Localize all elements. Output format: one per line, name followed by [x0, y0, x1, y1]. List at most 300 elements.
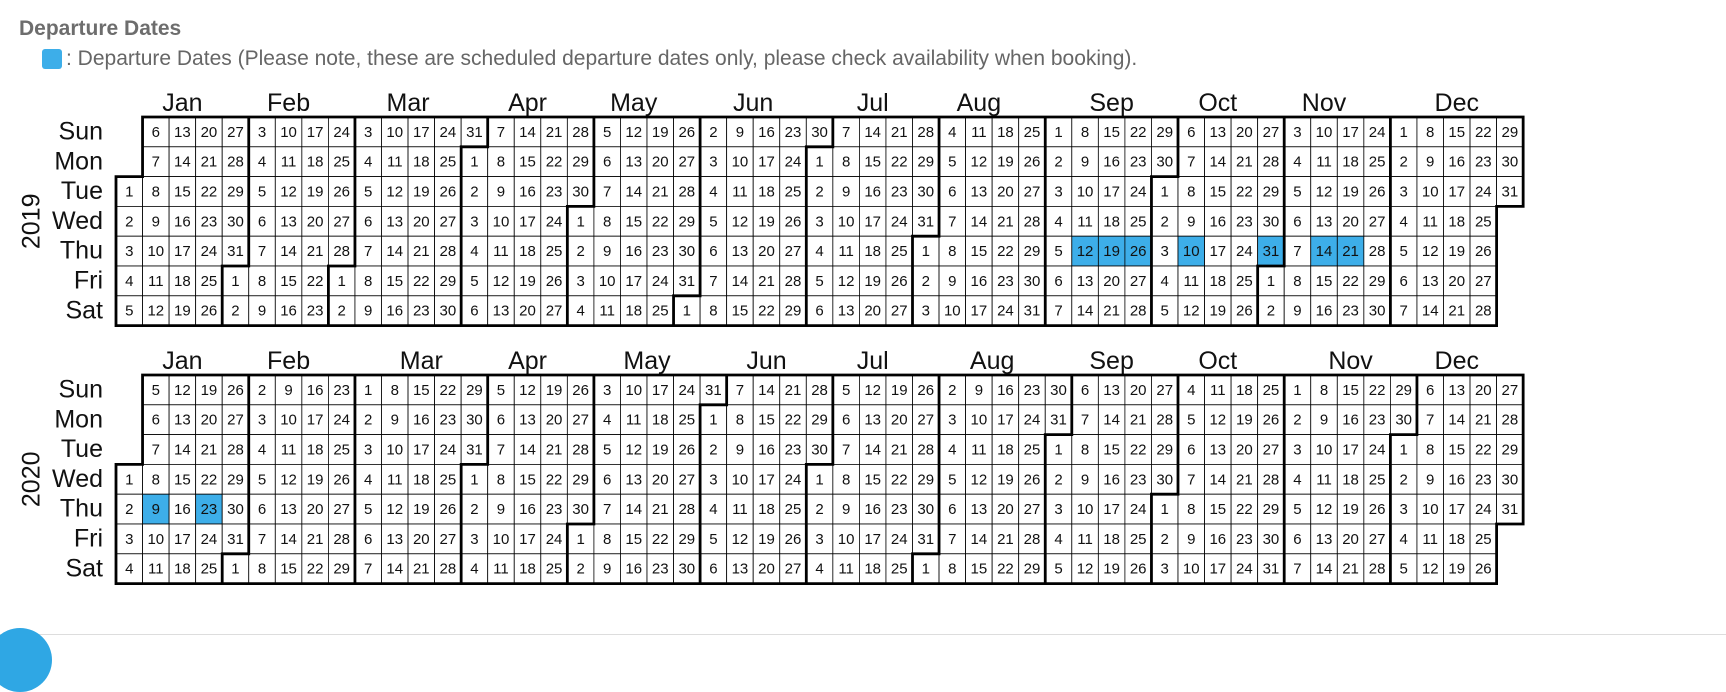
date-number: 18 [1103, 530, 1120, 548]
date-number: 3 [709, 153, 718, 171]
date-number: 4 [576, 302, 585, 320]
bottom-accent-circle [0, 628, 52, 692]
date-number: 5 [125, 302, 134, 320]
date-number: 21 [890, 123, 908, 141]
date-number: 18 [864, 243, 882, 261]
date-number: 24 [997, 302, 1014, 320]
date-number: 26 [227, 381, 244, 399]
date-number: 14 [386, 560, 404, 578]
date-number: 12 [1076, 243, 1094, 261]
date-number: 16 [1209, 530, 1227, 548]
date-number: 11 [1422, 530, 1439, 548]
date-number: 10 [1421, 183, 1439, 201]
date-number: 24 [545, 213, 563, 231]
date-number: 5 [257, 471, 267, 489]
date-number: 23 [306, 302, 324, 320]
date-number: 18 [174, 272, 191, 290]
date-number: 13 [280, 213, 297, 231]
date-number: 29 [466, 381, 483, 399]
date-number: 9 [151, 213, 160, 231]
date-number: 4 [1293, 153, 1302, 171]
date-number: 19 [1342, 183, 1359, 201]
date-number: 8 [709, 302, 718, 320]
date-number: 2 [709, 123, 718, 141]
date-number: 12 [625, 441, 643, 459]
date-number: 29 [917, 471, 935, 489]
date-number: 24 [333, 411, 351, 429]
date-number: 6 [1187, 123, 1196, 141]
date-number: 29 [1156, 123, 1174, 141]
date-number: 7 [948, 530, 957, 548]
date-number: 5 [257, 183, 267, 201]
date-number: 16 [1103, 471, 1120, 489]
date-number: 21 [1236, 153, 1253, 171]
date-number: 5 [1293, 501, 1302, 519]
date-number: 22 [200, 183, 218, 201]
date-number: 1 [709, 411, 718, 429]
month-label-feb: Feb [267, 89, 311, 117]
date-number: 9 [1080, 471, 1090, 489]
date-number: 23 [545, 183, 563, 201]
date-number: 15 [758, 411, 775, 429]
date-number: 4 [364, 471, 373, 489]
day-label-sat: Sat [65, 554, 103, 583]
date-number: 20 [997, 183, 1014, 201]
month-label-jun: Jun [733, 89, 774, 117]
date-number: 16 [174, 501, 191, 519]
date-number: 1 [682, 302, 691, 320]
month-label-sep: Sep [1089, 89, 1134, 117]
date-number: 23 [1023, 381, 1041, 399]
date-number: 14 [519, 441, 536, 459]
date-number: 5 [1187, 411, 1196, 429]
date-number: 16 [280, 302, 297, 320]
date-number: 17 [174, 530, 191, 548]
date-number: 8 [948, 560, 957, 578]
date-number: 11 [148, 560, 164, 578]
date-number: 1 [815, 471, 824, 489]
date-number: 15 [1448, 123, 1466, 141]
date-number: 28 [1023, 530, 1041, 548]
date-number: 19 [174, 302, 191, 320]
date-number: 20 [412, 213, 430, 231]
date-number: 24 [1474, 183, 1492, 201]
date-number: 10 [731, 153, 749, 171]
date-number: 10 [970, 411, 988, 429]
date-number: 30 [439, 302, 457, 320]
date-number: 20 [306, 501, 324, 519]
date-number: 9 [1319, 411, 1329, 429]
date-number: 21 [1448, 302, 1466, 320]
month-label-jan: Jan [162, 89, 203, 117]
date-number: 7 [1187, 471, 1196, 489]
date-number: 2 [257, 381, 267, 399]
date-number: 9 [735, 441, 745, 459]
date-number: 9 [1187, 530, 1196, 548]
date-number: 18 [519, 243, 536, 261]
month-label-mar: Mar [399, 347, 443, 375]
date-number: 3 [921, 302, 930, 320]
date-number: 6 [815, 302, 824, 320]
date-number: 1 [470, 153, 479, 171]
date-number: 14 [970, 530, 988, 548]
date-number: 5 [948, 471, 957, 489]
date-number: 2 [1160, 530, 1169, 548]
date-number: 15 [1315, 272, 1333, 290]
date-number: 14 [1315, 243, 1333, 261]
date-number: 1 [470, 471, 479, 489]
date-number: 15 [519, 471, 536, 489]
date-number: 22 [997, 243, 1014, 261]
date-number: 21 [412, 560, 430, 578]
date-number: 9 [284, 381, 293, 399]
date-number: 17 [412, 123, 430, 141]
date-number: 19 [758, 213, 775, 231]
date-number: 4 [948, 441, 957, 459]
date-number: 22 [545, 153, 563, 171]
date-number: 3 [1054, 501, 1063, 519]
date-number: 6 [1426, 381, 1435, 399]
date-number: 19 [545, 381, 563, 399]
year-label: 2019 [17, 193, 46, 250]
day-label-sat: Sat [65, 296, 103, 325]
date-number: 25 [651, 302, 669, 320]
date-number: 14 [1076, 302, 1094, 320]
date-number: 22 [784, 411, 802, 429]
date-number: 23 [333, 381, 351, 399]
date-number: 24 [200, 530, 218, 548]
date-number: 11 [1077, 530, 1093, 548]
date-number: 12 [1315, 501, 1333, 519]
date-number: 28 [572, 123, 589, 141]
date-number: 22 [758, 302, 775, 320]
date-number: 29 [1501, 123, 1519, 141]
date-number: 11 [625, 411, 642, 429]
date-number: 30 [227, 213, 244, 231]
date-number: 4 [948, 123, 957, 141]
date-number: 16 [1103, 153, 1120, 171]
date-number: 24 [1023, 411, 1041, 429]
date-number: 5 [496, 381, 506, 399]
date-number: 28 [333, 530, 351, 548]
date-number: 21 [1236, 471, 1253, 489]
date-number: 6 [496, 411, 506, 429]
date-number: 10 [280, 411, 297, 429]
date-number: 29 [1023, 243, 1041, 261]
date-number: 18 [1209, 272, 1227, 290]
date-number: 8 [735, 411, 745, 429]
date-number: 13 [492, 302, 510, 320]
date-number: 10 [492, 530, 510, 548]
date-number: 27 [572, 411, 589, 429]
date-number: 28 [917, 123, 935, 141]
date-number: 27 [1262, 123, 1280, 141]
date-number: 22 [1342, 272, 1359, 290]
date-number: 13 [731, 243, 749, 261]
date-number: 2 [815, 183, 824, 201]
date-number: 22 [306, 272, 324, 290]
date-number: 16 [1342, 411, 1359, 429]
date-number: 15 [625, 213, 643, 231]
date-number: 5 [1399, 560, 1408, 578]
date-number: 24 [1474, 501, 1492, 519]
date-number: 9 [1187, 213, 1196, 231]
date-number: 30 [1156, 153, 1174, 171]
date-number: 12 [1209, 411, 1227, 429]
date-number: 25 [1474, 530, 1492, 548]
month-label-jul: Jul [856, 347, 889, 375]
month-label-oct: Oct [1198, 89, 1238, 117]
date-number: 1 [125, 183, 134, 201]
date-number: 19 [651, 123, 669, 141]
date-number: 11 [148, 272, 164, 290]
date-number: 7 [735, 381, 745, 399]
date-number: 12 [625, 123, 643, 141]
date-number: 9 [948, 272, 957, 290]
date-number: 26 [890, 272, 908, 290]
date-number: 22 [439, 381, 457, 399]
date-number: 1 [921, 243, 930, 261]
date-number: 9 [151, 501, 160, 519]
date-number: 8 [151, 471, 160, 489]
date-number: 22 [1129, 123, 1147, 141]
date-number: 9 [257, 302, 267, 320]
date-number: 1 [1399, 441, 1408, 459]
date-number: 2 [231, 302, 240, 320]
year-block-2020 [18, 347, 1524, 584]
date-number: 22 [651, 213, 669, 231]
date-number: 24 [890, 213, 908, 231]
date-number: 12 [864, 381, 882, 399]
date-number: 10 [625, 381, 643, 399]
date-number: 24 [678, 381, 696, 399]
date-number: 10 [837, 530, 855, 548]
date-number: 18 [1342, 153, 1359, 171]
date-number: 15 [731, 302, 749, 320]
date-number: 23 [1342, 302, 1359, 320]
date-number: 24 [1129, 183, 1147, 201]
year-block-2019 [18, 89, 1524, 326]
date-number: 30 [572, 501, 589, 519]
date-number: 12 [1182, 302, 1200, 320]
date-number: 30 [1501, 153, 1519, 171]
section-title: Departure Dates [19, 17, 182, 40]
date-number: 30 [1050, 381, 1067, 399]
date-number: 30 [227, 501, 244, 519]
date-number: 23 [890, 183, 908, 201]
date-number: 13 [731, 560, 749, 578]
date-number: 5 [603, 441, 612, 459]
date-number: 6 [1293, 213, 1302, 231]
day-label-wed: Wed [52, 206, 103, 235]
day-label-mon: Mon [54, 147, 103, 176]
date-number: 17 [519, 213, 536, 231]
date-number: 19 [412, 183, 430, 201]
date-number: 6 [364, 530, 373, 548]
date-number: 26 [1368, 183, 1386, 201]
date-number: 21 [1342, 243, 1359, 261]
date-number: 8 [257, 560, 267, 578]
date-number: 1 [1054, 441, 1063, 459]
date-number: 25 [784, 501, 802, 519]
date-number: 23 [784, 123, 802, 141]
date-number: 3 [709, 471, 718, 489]
day-label-mon: Mon [54, 405, 103, 434]
month-label-jan: Jan [162, 347, 203, 375]
date-number: 21 [306, 243, 324, 261]
date-number: 30 [917, 501, 935, 519]
date-number: 24 [1236, 243, 1253, 261]
date-number: 17 [412, 441, 430, 459]
date-number: 8 [603, 530, 612, 548]
date-number: 15 [864, 471, 882, 489]
date-number: 16 [758, 123, 775, 141]
date-number: 24 [1368, 123, 1386, 141]
day-label-sun: Sun [58, 375, 103, 404]
date-number: 9 [496, 183, 506, 201]
date-number: 11 [1422, 213, 1439, 231]
date-number: 15 [412, 381, 430, 399]
month-label-nov: Nov [1328, 347, 1373, 375]
date-number: 5 [1054, 243, 1063, 261]
date-number: 19 [997, 153, 1014, 171]
date-number: 5 [603, 123, 612, 141]
date-number: 19 [1103, 243, 1120, 261]
date-number: 18 [758, 183, 775, 201]
date-number: 27 [890, 302, 908, 320]
date-number: 31 [917, 530, 935, 548]
date-number: 13 [625, 153, 643, 171]
date-number: 10 [837, 213, 855, 231]
date-number: 19 [1236, 411, 1253, 429]
date-number: 2 [1399, 153, 1408, 171]
date-number: 26 [572, 381, 589, 399]
date-number: 5 [841, 381, 851, 399]
date-number: 16 [625, 243, 643, 261]
date-number: 28 [784, 272, 802, 290]
date-number: 18 [306, 153, 324, 171]
date-number: 30 [1023, 272, 1041, 290]
date-number: 6 [709, 560, 718, 578]
date-number: 20 [412, 530, 430, 548]
date-number: 3 [1293, 123, 1302, 141]
date-number: 11 [1077, 213, 1093, 231]
date-number: 26 [784, 213, 802, 231]
date-number: 14 [864, 441, 882, 459]
date-number: 2 [576, 560, 585, 578]
date-number: 25 [333, 441, 351, 459]
date-number: 1 [576, 213, 585, 231]
date-number: 12 [731, 213, 749, 231]
date-number: 25 [200, 560, 218, 578]
date-number: 17 [1342, 123, 1359, 141]
date-number: 14 [1315, 560, 1333, 578]
date-number: 28 [1156, 411, 1174, 429]
date-number: 31 [1501, 183, 1519, 201]
date-number: 7 [1426, 411, 1435, 429]
date-number: 15 [1342, 381, 1359, 399]
date-number: 23 [890, 501, 908, 519]
date-number: 31 [466, 123, 483, 141]
date-number: 26 [678, 123, 696, 141]
date-number: 11 [732, 501, 748, 519]
date-number: 14 [280, 243, 297, 261]
date-number: 3 [576, 272, 585, 290]
date-number: 21 [412, 243, 430, 261]
date-number: 17 [306, 411, 324, 429]
date-number: 10 [1182, 243, 1200, 261]
date-number: 4 [815, 243, 824, 261]
date-number: 6 [1399, 272, 1408, 290]
date-number: 6 [1187, 441, 1196, 459]
date-number: 28 [1368, 243, 1386, 261]
date-number: 7 [364, 243, 373, 261]
date-number: 31 [227, 243, 244, 261]
date-number: 5 [470, 272, 479, 290]
date-number: 29 [678, 530, 696, 548]
date-number: 14 [1209, 153, 1227, 171]
date-number: 22 [200, 471, 218, 489]
date-number: 17 [1209, 243, 1227, 261]
date-number: 20 [1342, 530, 1359, 548]
bottom-divider [0, 634, 1726, 635]
date-number: 24 [200, 243, 218, 261]
date-number: 7 [364, 560, 373, 578]
date-number: 26 [1474, 243, 1492, 261]
date-number: 10 [731, 471, 749, 489]
date-number: 3 [257, 411, 267, 429]
date-number: 3 [1399, 183, 1408, 201]
date-number: 5 [709, 213, 718, 231]
date-number: 9 [841, 501, 851, 519]
date-number: 5 [1160, 302, 1169, 320]
date-number: 12 [731, 530, 749, 548]
date-number: 29 [1501, 441, 1519, 459]
date-number: 3 [364, 123, 373, 141]
date-number: 24 [1129, 501, 1147, 519]
date-number: 9 [1426, 153, 1435, 171]
date-number: 14 [174, 441, 191, 459]
date-number: 2 [470, 183, 479, 201]
month-label-aug: Aug [956, 89, 1002, 117]
date-number: 29 [572, 153, 589, 171]
date-number: 7 [151, 441, 160, 459]
date-number: 14 [625, 501, 643, 519]
date-number: 22 [1474, 123, 1492, 141]
date-number: 22 [1368, 381, 1386, 399]
date-number: 20 [1129, 381, 1147, 399]
date-number: 19 [864, 272, 882, 290]
date-number: 26 [678, 441, 696, 459]
date-number: 18 [758, 501, 775, 519]
date-number: 26 [333, 183, 351, 201]
date-number: 19 [1103, 560, 1120, 578]
date-number: 26 [1129, 560, 1147, 578]
date-number: 9 [603, 243, 612, 261]
date-number: 17 [758, 153, 775, 171]
date-number: 7 [1054, 302, 1063, 320]
date-number: 27 [333, 213, 351, 231]
date-number: 20 [1236, 441, 1253, 459]
date-number: 5 [1054, 560, 1063, 578]
date-number: 7 [709, 272, 718, 290]
date-number: 31 [917, 213, 935, 231]
date-number: 6 [603, 153, 612, 171]
date-number: 4 [470, 560, 479, 578]
date-number: 13 [1315, 530, 1333, 548]
date-number: 25 [1023, 441, 1041, 459]
date-number: 27 [545, 302, 563, 320]
